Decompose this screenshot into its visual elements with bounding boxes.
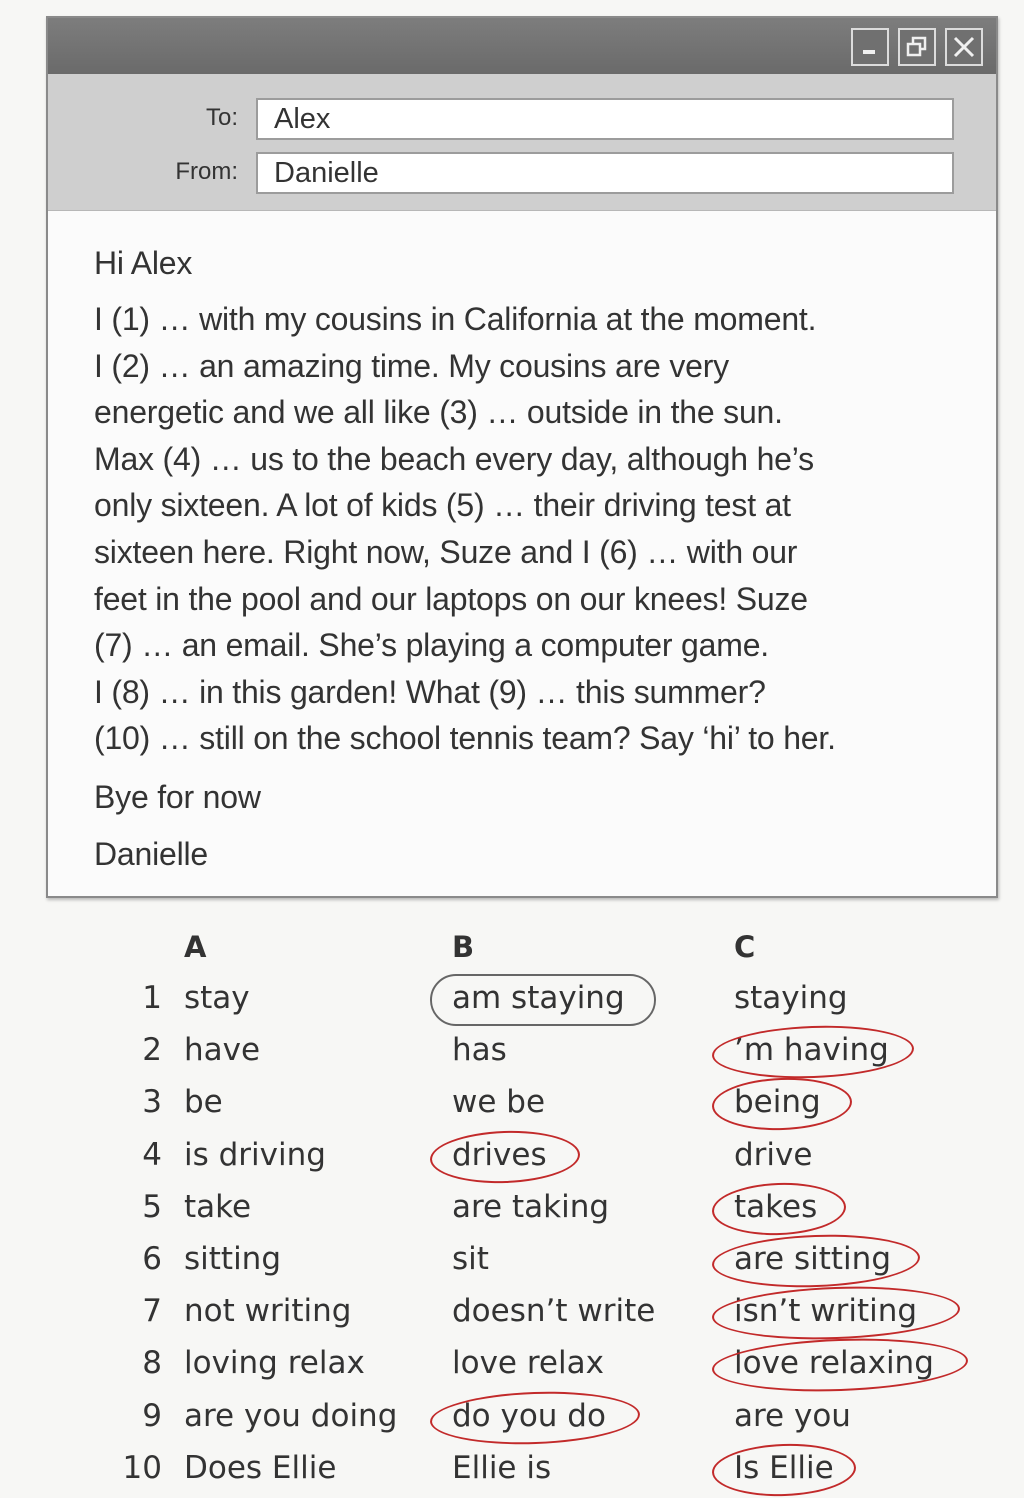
option-c[interactable]: are sitting [734,1241,891,1277]
item-number: 2 [142,1032,162,1069]
answer-row [0,1233,1024,1285]
message-line: (10) … still on the school tennis team? Say ‘hi’ to her. [94,720,836,757]
answer-row [0,1337,1024,1389]
option-c[interactable]: being [734,1084,821,1121]
message-line: Max (4) … us to the beach every day, although he’s [94,440,814,477]
close-icon [952,35,976,59]
item-number: 5 [142,1188,162,1225]
item-number: 3 [142,1084,162,1121]
to-label: To: [205,104,238,131]
to-field[interactable]: Alex [256,98,954,140]
option-a[interactable]: sitting [184,1241,282,1277]
restore-icon [905,35,929,59]
signature: Danielle [94,835,209,872]
column-header-b: B [452,930,475,964]
option-b[interactable]: do you do [452,1397,606,1434]
message-line: sixteen here. Right now, Suze and I (6) … with our [94,533,798,570]
item-number: 9 [142,1397,162,1434]
from-field[interactable]: Danielle [256,152,954,194]
column-header-a: A [184,930,207,964]
answer-row [0,972,1024,1024]
option-c[interactable]: drive [734,1136,813,1173]
option-b[interactable]: are taking [452,1188,610,1225]
option-a[interactable]: be [184,1084,223,1121]
message-line: energetic and we all like (3) … outside in the sun. [94,394,783,431]
option-b[interactable]: drives [452,1136,547,1173]
option-b[interactable]: doesn’t write [452,1293,656,1330]
option-a[interactable]: are you doing [184,1397,398,1434]
answer-row [0,1442,1024,1494]
option-b[interactable]: love relax [452,1345,604,1382]
message-line: (7) … an email. She’s playing a computer game. [94,627,769,664]
answer-circle [711,1076,853,1133]
minimize-icon [860,37,880,57]
message-line: I (8) … in this garden! What (9) … this summer? [94,673,766,710]
answer-row [0,1285,1024,1337]
close-button[interactable] [945,28,983,66]
message-line: I (2) … an amazing time. My cousins are very [94,347,729,384]
option-b[interactable]: am staying [452,980,625,1016]
option-c[interactable]: ’m having [734,1032,889,1069]
item-number: 6 [142,1241,162,1277]
option-a[interactable]: loving relax [184,1345,365,1382]
message-line: only sixteen. A lot of kids (5) … their driving test at [94,487,791,524]
answer-row [0,1181,1024,1233]
message-line: feet in the pool and our laptops on our knees! Suze [94,580,808,617]
option-c[interactable]: love relaxing [734,1345,934,1382]
email-window [46,16,998,898]
answer-circle [711,1180,847,1237]
option-b[interactable]: sit [452,1241,489,1277]
message-line: I (1) … with my cousins in California at the moment. [94,301,817,337]
option-c[interactable]: Is Ellie [734,1449,834,1486]
greeting: Hi Alex [94,245,193,281]
option-b[interactable]: we be [452,1084,546,1121]
option-c[interactable]: staying [734,980,848,1016]
title-bar [48,18,996,75]
option-a[interactable]: not writing [184,1293,352,1330]
message-body [94,240,994,877]
option-b[interactable]: has [452,1032,507,1069]
option-c[interactable]: isn’t writing [734,1293,918,1330]
option-a[interactable]: have [184,1032,261,1069]
from-label: From: [175,158,238,185]
answer-table [0,918,1024,1489]
answer-row [0,1024,1024,1076]
closing: Bye for now [94,778,261,815]
option-c[interactable]: are you [734,1397,851,1434]
item-number: 7 [142,1293,162,1330]
example-circle [430,974,656,1026]
restore-button[interactable] [898,28,936,66]
item-number: 10 [122,1449,162,1486]
item-number: 8 [142,1345,162,1382]
answer-row [0,1129,1024,1181]
email-header [48,74,996,211]
option-b[interactable]: Ellie is [452,1449,552,1486]
option-a[interactable]: stay [184,980,250,1016]
item-number: 1 [142,980,162,1016]
option-a[interactable]: take [184,1188,252,1225]
answer-row [0,1076,1024,1128]
answer-row [0,1390,1024,1442]
minimize-button[interactable] [851,28,889,66]
option-c[interactable]: takes [734,1188,818,1225]
column-header-c: C [734,930,756,964]
option-a[interactable]: is driving [184,1136,326,1173]
item-number: 4 [142,1136,162,1173]
answer-circle [711,1441,857,1498]
option-a[interactable]: Does Ellie [184,1449,337,1486]
